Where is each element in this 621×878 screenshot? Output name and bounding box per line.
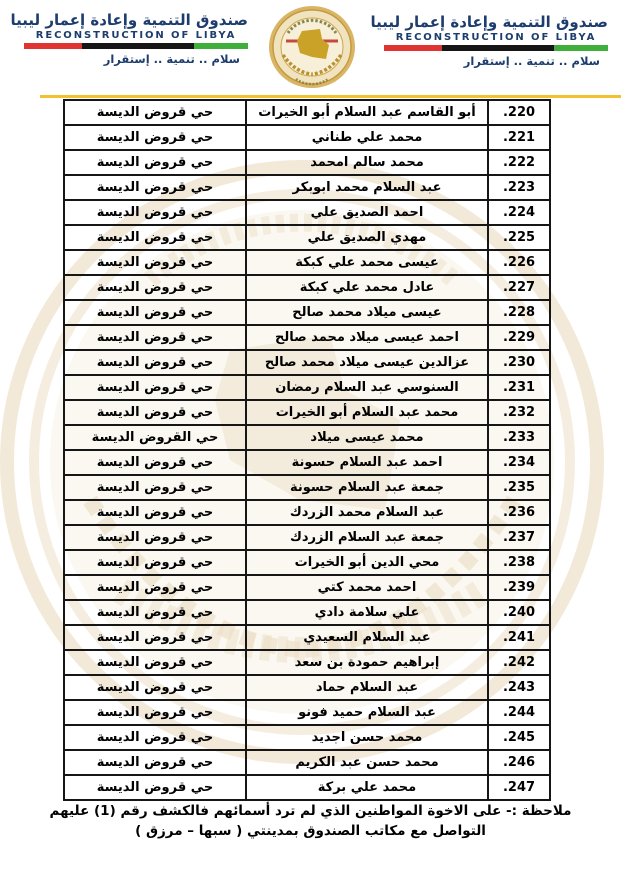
table-row xyxy=(64,325,550,350)
row-district: حي قروض الديسة xyxy=(64,450,246,475)
table-row xyxy=(64,450,550,475)
row-name: عبد السلام حميد فونو xyxy=(246,700,488,725)
table-row xyxy=(64,700,550,725)
row-district: حي قروض الديسة xyxy=(64,625,246,650)
row-number: 230. xyxy=(488,350,550,375)
flag-red-segment xyxy=(24,43,82,49)
table-row xyxy=(64,525,550,550)
row-district: حي قروض الديسة xyxy=(64,200,246,225)
logo-left-title-english: RECONSTRUCTION OF LIBYA xyxy=(35,30,237,42)
table-row xyxy=(64,150,550,175)
flag-black-segment xyxy=(82,43,194,49)
table-row xyxy=(64,600,550,625)
logo-right-title-english: RECONSTRUCTION OF LIBYA xyxy=(395,32,597,44)
row-number: 222. xyxy=(488,150,550,175)
table-row xyxy=(64,500,550,525)
table-row xyxy=(64,575,550,600)
row-number: 225. xyxy=(488,225,550,250)
row-number: 220. xyxy=(488,100,550,125)
row-district: حي قروض الديسة xyxy=(64,475,246,500)
row-district: حي قروض الديسة xyxy=(64,675,246,700)
row-district: حي القروض الديسة xyxy=(64,425,246,450)
table-row xyxy=(64,300,550,325)
row-number: 233. xyxy=(488,425,550,450)
row-district: حي قروض الديسة xyxy=(64,775,246,800)
table-row xyxy=(64,650,550,675)
table-row xyxy=(64,125,550,150)
row-name: احمد محمد كتي xyxy=(246,575,488,600)
table-row xyxy=(64,475,550,500)
row-district: حي قروض الديسة xyxy=(64,300,246,325)
logo-right-title-arabic: صندوق التنمية وإعادة إعمار ليبيا xyxy=(370,13,608,31)
row-name: محمد عيسى ميلاد xyxy=(246,425,488,450)
row-name: جمعة عبد السلام حسونة xyxy=(246,475,488,500)
row-name: أبو القاسم عبد السلام أبو الخيرات xyxy=(246,100,488,125)
roster-table-body xyxy=(64,100,550,800)
row-number: 227. xyxy=(488,275,550,300)
table-row xyxy=(64,175,550,200)
table-row xyxy=(64,375,550,400)
row-district: حي قروض الديسة xyxy=(64,325,246,350)
row-name: احمد عيسى ميلاد محمد صالح xyxy=(246,325,488,350)
row-number: 246. xyxy=(488,750,550,775)
row-name: إبراهيم حمودة بن سعد xyxy=(246,650,488,675)
row-district: حي قروض الديسة xyxy=(64,400,246,425)
logo-right xyxy=(370,13,608,69)
row-name: محي الدين أبو الخيرات xyxy=(246,550,488,575)
table-row xyxy=(64,350,550,375)
row-number: 235. xyxy=(488,475,550,500)
footer-note-line2: التواصل مع مكاتب الصندوق بمدينتي ( سبها – مرزق ) xyxy=(135,823,486,839)
row-district: حي قروض الديسة xyxy=(64,550,246,575)
table-row xyxy=(64,225,550,250)
table-row xyxy=(64,100,550,125)
row-district: حي قروض الديسة xyxy=(64,700,246,725)
row-number: 232. xyxy=(488,400,550,425)
row-district: حي قروض الديسة xyxy=(64,575,246,600)
row-name: محمد حسن عبد الكريم xyxy=(246,750,488,775)
row-district: حي قروض الديسة xyxy=(64,525,246,550)
logo-left-slogan: سلام .. تنمية .. إستقرار xyxy=(103,52,240,67)
flag-red-segment xyxy=(384,45,442,51)
row-district: حي قروض الديسة xyxy=(64,100,246,125)
row-district: حي قروض الديسة xyxy=(64,150,246,175)
row-district: حي قروض الديسة xyxy=(64,225,246,250)
row-district: حي قروض الديسة xyxy=(64,750,246,775)
row-name: عزالدين عيسى ميلاد محمد صالح xyxy=(246,350,488,375)
row-name: محمد علي طناني xyxy=(246,125,488,150)
flag-green-segment xyxy=(194,43,248,49)
row-number: 237. xyxy=(488,525,550,550)
row-number: 221. xyxy=(488,125,550,150)
table-row xyxy=(64,400,550,425)
logo-left xyxy=(10,11,248,67)
row-name: عبد السلام حماد xyxy=(246,675,488,700)
table-row xyxy=(64,275,550,300)
gold-divider-line xyxy=(40,95,621,98)
table-row xyxy=(64,675,550,700)
row-number: 223. xyxy=(488,175,550,200)
row-name: احمد عبد السلام حسونة xyxy=(246,450,488,475)
row-district: حي قروض الديسة xyxy=(64,175,246,200)
row-district: حي قروض الديسة xyxy=(64,600,246,625)
row-number: 224. xyxy=(488,200,550,225)
table-row xyxy=(64,200,550,225)
table-row xyxy=(64,625,550,650)
row-district: حي قروض الديسة xyxy=(64,250,246,275)
row-name: السنوسي عبد السلام رمضان xyxy=(246,375,488,400)
row-district: حي قروض الديسة xyxy=(64,350,246,375)
row-number: 238. xyxy=(488,550,550,575)
row-name: عبد السلام محمد ابوبكر xyxy=(246,175,488,200)
row-number: 242. xyxy=(488,650,550,675)
row-district: حي قروض الديسة xyxy=(64,650,246,675)
row-number: 241. xyxy=(488,625,550,650)
row-name: محمد سالم امحمد xyxy=(246,150,488,175)
libya-flag-bar xyxy=(24,43,248,49)
row-number: 231. xyxy=(488,375,550,400)
row-name: مهدي الصديق علي xyxy=(246,225,488,250)
logo-right-slogan: سلام .. تنمية .. إستقرار xyxy=(463,54,600,69)
row-name: محمد علي بركة xyxy=(246,775,488,800)
row-district: حي قروض الديسة xyxy=(64,725,246,750)
row-number: 243. xyxy=(488,675,550,700)
row-number: 245. xyxy=(488,725,550,750)
row-district: حي قروض الديسة xyxy=(64,275,246,300)
row-number: 247. xyxy=(488,775,550,800)
row-name: علي سلامة دادي xyxy=(246,600,488,625)
row-name: عيسى ميلاد محمد صالح xyxy=(246,300,488,325)
beneficiary-table xyxy=(63,99,551,801)
row-district: حي قروض الديسة xyxy=(64,500,246,525)
row-name: عبد السلام محمد الزردك xyxy=(246,500,488,525)
row-name: محمد عبد السلام أبو الخيرات xyxy=(246,400,488,425)
row-name: جمعة عبد السلام الزردك xyxy=(246,525,488,550)
row-name: عادل محمد علي كبكة xyxy=(246,275,488,300)
row-number: 226. xyxy=(488,250,550,275)
row-number: 236. xyxy=(488,500,550,525)
table-row xyxy=(64,725,550,750)
row-district: حي قروض الديسة xyxy=(64,375,246,400)
row-number: 234. xyxy=(488,450,550,475)
row-district: حي قروض الديسة xyxy=(64,125,246,150)
footer-note-line1: ملاحظة :- على الاخوة المواطنين الذي لم ترد أسمائهم فالكشف رقم (1) عليهم xyxy=(49,803,572,819)
table-row xyxy=(64,250,550,275)
logo-left-title-arabic: صندوق التنمية وإعادة إعمار ليبيا xyxy=(10,11,248,29)
table-row xyxy=(64,775,550,800)
row-number: 244. xyxy=(488,700,550,725)
row-number: 240. xyxy=(488,600,550,625)
table-row xyxy=(64,750,550,775)
row-name: محمد حسن اجديد xyxy=(246,725,488,750)
table-row xyxy=(64,550,550,575)
footer-note xyxy=(0,803,621,839)
flag-black-segment xyxy=(442,45,554,51)
row-name: احمد الصديق علي xyxy=(246,200,488,225)
libya-state-seal-icon xyxy=(266,3,358,93)
row-number: 228. xyxy=(488,300,550,325)
row-number: 239. xyxy=(488,575,550,600)
flag-green-segment xyxy=(554,45,608,51)
row-name: عبد السلام السعيدي xyxy=(246,625,488,650)
table-row xyxy=(64,425,550,450)
row-name: عيسى محمد علي كبكة xyxy=(246,250,488,275)
row-number: 229. xyxy=(488,325,550,350)
libya-flag-bar xyxy=(384,45,608,51)
